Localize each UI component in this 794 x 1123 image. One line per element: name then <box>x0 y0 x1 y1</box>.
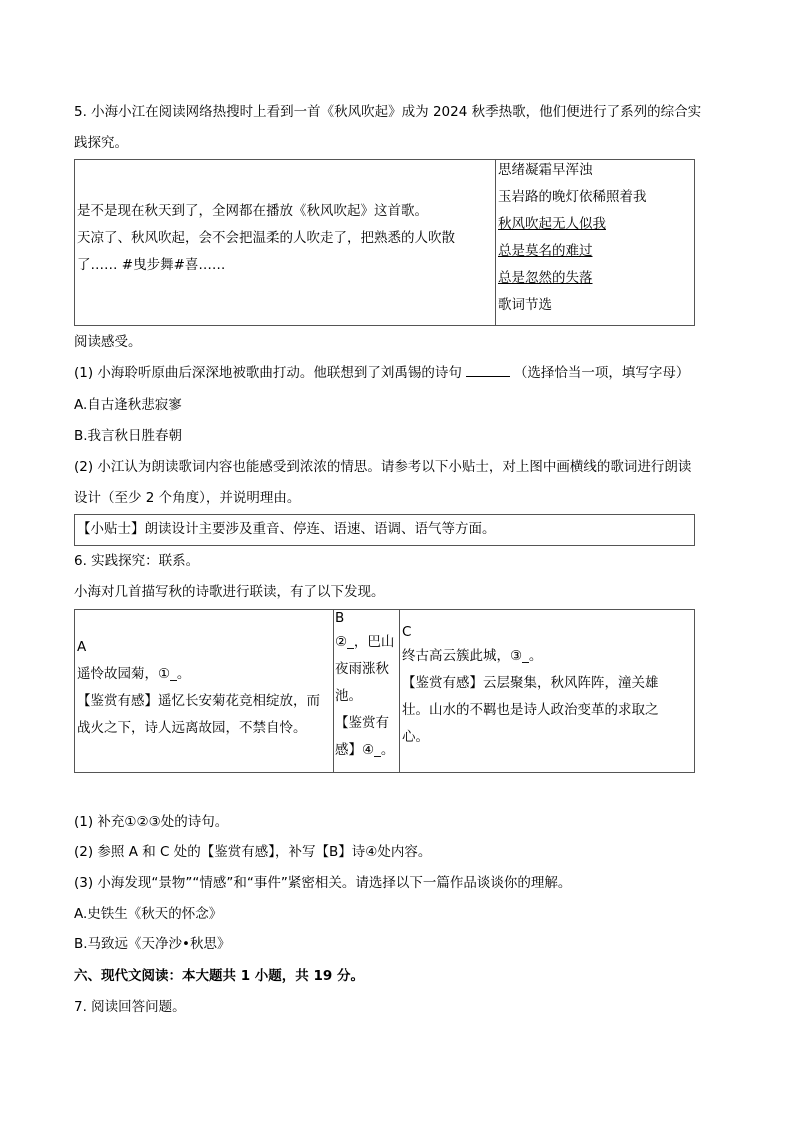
tip-text: 【小贴士】朗读设计主要涉及重音、停连、语速、语调、语气等方面。 <box>77 521 496 537</box>
poem-col-c <box>402 621 659 751</box>
table-divider <box>495 160 496 325</box>
q6-sub2: (2) 参照 A 和 C 处的【鉴赏有感】，补写【B】诗④处内容。 <box>74 844 432 860</box>
col-c-line1: 终古高云簇此城，③_。 <box>402 648 543 664</box>
q5-option-b: B.我言秋日胜春朝 <box>74 428 183 444</box>
lyric-line-4: 总是莫名的难过 <box>498 243 593 259</box>
table-left-cell <box>77 198 455 279</box>
reading-feel: 阅读感受。 <box>74 334 142 350</box>
table-right-cell <box>498 157 647 319</box>
left-line-1: 是不是现在秋天到了，全网都在播放《秋风吹起》这首歌。 <box>77 203 428 219</box>
lyric-line-5: 总是忽然的失落 <box>498 270 593 286</box>
col-a-label: A <box>77 639 87 655</box>
table-divider-1 <box>333 610 334 772</box>
lyric-line-3: 秋风吹起无人似我 <box>498 216 606 232</box>
col-b-line3: 池。 <box>335 688 362 704</box>
song-table <box>74 159 695 326</box>
left-line-3: 了…… #曳步舞#喜…… <box>77 257 226 273</box>
q5-line2: 践探究。 <box>74 135 128 151</box>
col-a-line1: 遥怜故园菊，①_。 <box>77 666 191 682</box>
poem-table <box>74 609 695 773</box>
q6-sub3: (3) 小海发现“景物”“情感”和“事件”紧密相关。请选择以下一篇作品谈谈你的理解。 <box>74 875 572 891</box>
col-b-line1: ②_，巴山 <box>335 634 395 650</box>
q6-option-b: B.马致远《天净沙•秋思》 <box>74 936 231 952</box>
col-b-label: B <box>335 610 345 626</box>
q6-sub1: (1) 补充①②③处的诗句。 <box>74 814 229 830</box>
q5-sub2-line1: (2) 小江认为朗读歌词内容也能感受到浓浓的情思。请参考以下小贴士，对上图中画横线的歌词进行朗读 <box>74 459 692 475</box>
col-c-label: C <box>402 624 412 640</box>
col-c-line3: 壮。山水的不羁也是诗人政治变革的求取之 <box>402 702 659 718</box>
lyric-line-1: 思绪凝霜早浑浊 <box>498 162 593 178</box>
q5-sub1 <box>74 363 689 383</box>
q5-sub1-text: (1) 小海聆听原曲后深深地被歌曲打动。他联想到了刘禹锡的诗句 <box>74 365 462 381</box>
col-b-line5: 感】④_。 <box>335 742 395 758</box>
poem-col-a <box>77 634 320 742</box>
col-b-line4: 【鉴赏有 <box>335 715 389 731</box>
poem-col-b <box>335 607 394 764</box>
col-a-line3: 战火之下，诗人远离故园，不禁自怜。 <box>77 720 307 736</box>
q7-title: 7. 阅读回答问题。 <box>74 999 186 1015</box>
col-b-line2: 夜雨涨秋 <box>335 661 389 677</box>
q6-intro: 小海对几首描写秋的诗歌进行联读，有了以下发现。 <box>74 584 385 600</box>
table-divider-2 <box>399 610 400 772</box>
q5-sub2-line2: 设计（至少 2 个角度），并说明理由。 <box>74 490 301 506</box>
q6-title: 6. 实践探究：联系。 <box>74 553 200 569</box>
q6-option-a: A.史铁生《秋天的怀念》 <box>74 906 223 922</box>
lyric-source: 歌词节选 <box>498 297 552 313</box>
section-heading: 六、现代文阅读：本大题共 1 小题，共 19 分。 <box>74 968 364 984</box>
q5-line1: 5. 小海小江在阅读网络热搜时上看到一首《秋风吹起》成为 2024 秋季热歌，他们便进行了系列的综合实 <box>74 104 702 120</box>
answer-blank <box>466 364 510 377</box>
col-c-line4: 心。 <box>402 729 429 745</box>
q5-sub1-hint: （选择恰当一项，填写字母） <box>513 365 690 381</box>
col-a-line2: 【鉴赏有感】遥忆长安菊花竞相绽放，而 <box>77 693 320 709</box>
q5-option-a: A.自古逢秋悲寂寥 <box>74 397 182 413</box>
lyric-line-2: 玉岩路的晚灯依稀照着我 <box>498 189 647 205</box>
tip-box <box>74 514 695 546</box>
col-c-line2: 【鉴赏有感】云层聚集，秋风阵阵，潼关雄 <box>402 675 659 691</box>
left-line-2: 天凉了、秋风吹起，会不会把温柔的人吹走了，把熟悉的人吹散 <box>77 230 455 246</box>
